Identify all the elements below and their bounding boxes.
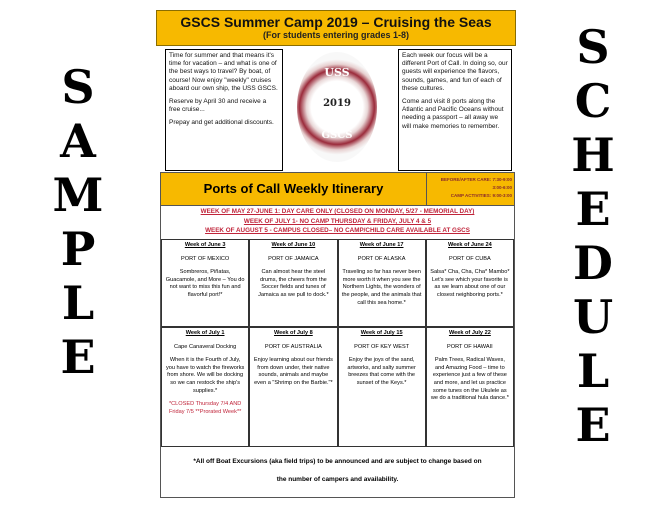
week-label: Week of July 22: [448, 330, 491, 336]
port-name: PORT OF MEXICO: [180, 255, 230, 262]
week-label: Week of July 15: [360, 330, 403, 336]
week-cell: [161, 239, 249, 327]
week-description: Traveling so far has never been more worth it when you see the Northern Lights, the wonders of the people, and the animals that call this sea home.*: [341, 269, 422, 306]
uss-gscs-logo: [297, 52, 377, 162]
camp-subtitle: (For students entering grades 1-8): [262, 30, 410, 40]
port-name: PORT OF ALASKA: [357, 255, 406, 262]
hours-line: CAMP ACTIVITIES: 9:00-3:00: [450, 193, 512, 198]
closure-note: WEEK OF JULY 1- NO CAMP THURSDAY & FRIDAY, JULY 4 & 5: [243, 217, 432, 225]
logo-year: 2019: [323, 98, 351, 109]
focus-p1: Each week our focus will be a different Port of Call. In doing so, our guests will experience the flavors, sounds, games, and fun of each of these cultures.: [402, 52, 508, 92]
hours-line: 3:00-6:00: [492, 185, 512, 190]
week-description: Enjoy learning about our friends from down under, their native sounds, animals and maybe even a "Shrimp on the Barbie."*: [253, 357, 333, 386]
week-description: Sombreros, Piñatas, Guacamole, and More – You do not want to miss this fun and flavorful port!*: [165, 269, 245, 298]
week-closure-note: *CLOSED Thursday 7/4 AND Friday 7/5 **Prorated Week**: [168, 401, 242, 415]
itinerary-section: [160, 172, 515, 498]
logo-bottom-text: GSCS: [321, 130, 353, 141]
port-name: PORT OF AUSTRALIA: [264, 343, 322, 350]
week-cell: [249, 239, 337, 327]
week-label: Week of June 24: [448, 242, 492, 248]
port-name: PORT OF KEY WEST: [354, 343, 410, 350]
week-description: Palm Trees, Radical Waves, and Amazing Food – time to experience just a few of these and more, and let us practice some tunes on the Ukulele as we do a traditional hula dance.*: [430, 357, 509, 402]
port-name: PORT OF JAMAICA: [268, 255, 319, 262]
hours-box: [426, 173, 514, 205]
hours-line: BEFORE/AFTER CARE: 7:30-9:00: [440, 177, 512, 182]
port-name: PORT OF HAWAII: [447, 343, 493, 350]
footer-line: *All off Boat Excursions (aka field trips) to be announced and are subject to change based on: [193, 458, 482, 465]
closure-note: WEEK OF AUGUST 5 - CAMPUS CLOSED– NO CAMP/CHILD CARE AVAILABLE AT GSCS: [205, 227, 470, 234]
week-cell: [426, 327, 514, 447]
port-name: Cape Canaveral Docking: [174, 343, 237, 350]
watermark-sample: SAMPLE: [51, 60, 105, 384]
closure-notes: [161, 207, 514, 236]
week-cell: [249, 327, 337, 447]
week-description: Salsa* Cha, Cha, Cha* Mambo* Let's see which your favorite is as we learn about one of our closest neighboring ports.*: [430, 269, 510, 298]
week-cell: [338, 327, 426, 447]
camp-title: GSCS Summer Camp 2019 – Cruising the Seas: [180, 14, 492, 30]
week-label: Week of July 1: [185, 330, 225, 336]
focus-box: [398, 49, 512, 171]
week-description: When it is the Fourth of July, you have to watch the fireworks from shore. We will be docking so we can restock the ship's supplies.*: [165, 357, 245, 394]
itinerary-title: Ports of Call Weekly Itinerary: [203, 181, 384, 196]
week-label: Week of June 10: [271, 242, 316, 248]
intro-box: [165, 49, 283, 171]
footer-note: [161, 453, 514, 489]
footer-line: the number of campers and availability.: [276, 476, 399, 483]
week-description: Enjoy the joys of the sand, artworks, and salty summer breezes that come with the sunset of the Keys.*: [347, 357, 416, 386]
itinerary-header: [161, 173, 514, 206]
intro-p3: Prepay and get additional discounts.: [169, 119, 274, 127]
week-label: Week of June 17: [359, 242, 404, 248]
week-label: Week of July 8: [273, 330, 313, 336]
week-grid: [161, 239, 514, 447]
intro-p1: Time for summer and that means it's time for vacation – and what is one of the best ways to travel? By boat, of course! Now enjoy "weekly" cruises aboard our own ship, the USS GSCS.: [169, 52, 278, 92]
week-cell: [426, 239, 514, 327]
focus-p2: Come and visit 8 ports along the Atlantic and Pacific Oceans without needing a passport – all away we will make memories to remember.: [402, 98, 504, 130]
logo-top-text: USS: [324, 66, 350, 79]
closure-note: WEEK OF MAY 27-JUNE 1: DAY CARE ONLY (CLOSED ON MONDAY, 5/27 - MEMORIAL DAY): [200, 208, 475, 215]
port-name: PORT OF CUBA: [448, 255, 491, 262]
watermark-schedule: SCHEDULE: [566, 20, 620, 452]
week-description: Can almost hear the steel drums, the cheers from the Soccer fields and tunes of Jamaica as we pull to dock.*: [258, 269, 329, 298]
intro-p2: Reserve by April 30 and receive a free cruise...: [169, 98, 267, 114]
camp-title-banner: [156, 10, 516, 46]
week-label: Week of June 3: [184, 242, 226, 248]
week-cell: [338, 239, 426, 327]
week-cell: [161, 327, 249, 447]
